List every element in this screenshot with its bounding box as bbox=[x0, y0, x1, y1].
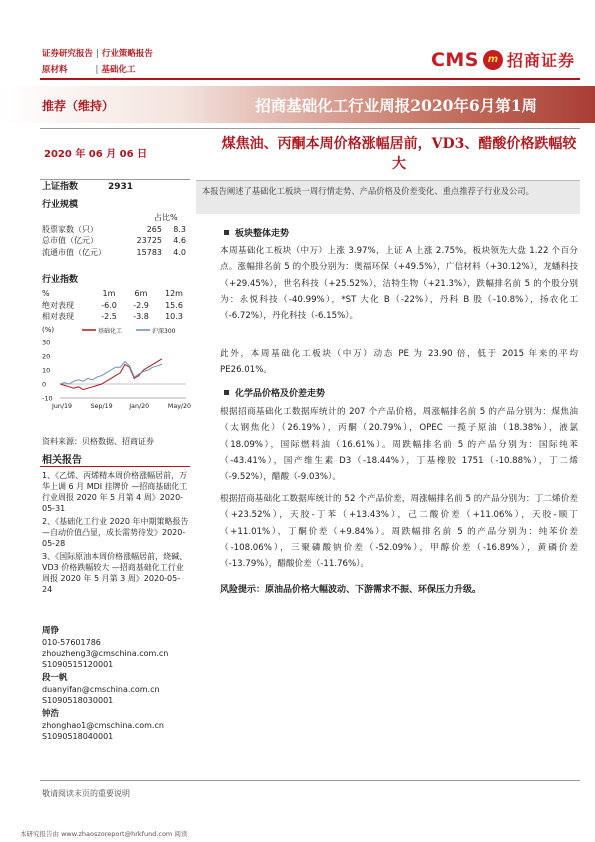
x-tick-label: Jun/19 bbox=[52, 403, 72, 410]
y-tick-label: -10 bbox=[42, 394, 53, 403]
perf-value: -2.5 bbox=[101, 312, 117, 321]
footer-rule bbox=[40, 780, 580, 781]
report-type: 证券研究报告 | 行业策略报告 bbox=[42, 49, 153, 59]
index-label: 上证指数 bbox=[42, 182, 79, 192]
banner-title: 招商基础化工行业周报2020年6月第1周 bbox=[255, 96, 537, 115]
scale-value: 23725 bbox=[136, 236, 162, 245]
scale-label: 总市值（亿元） bbox=[42, 236, 98, 245]
perf-label: 相对表现 bbox=[42, 312, 74, 321]
logo-mark-icon: m bbox=[483, 50, 503, 70]
related-list bbox=[42, 470, 190, 595]
paragraph: 此外，本周基础化工板块（中万）动态 PE 为 23.90 倍，低于 2015 年来的平均 PE26.01%。 bbox=[220, 349, 578, 376]
banner-rule bbox=[40, 128, 580, 129]
table-row bbox=[42, 300, 190, 312]
scale-label: 流通市值（亿元） bbox=[42, 247, 106, 257]
table-row bbox=[42, 224, 190, 236]
header-rule bbox=[40, 78, 580, 80]
perf-value: 15.6 bbox=[165, 300, 183, 310]
perf-header-cell: 1m bbox=[102, 289, 116, 298]
y-tick-label: 30 bbox=[42, 338, 51, 347]
series-line-2 bbox=[60, 362, 162, 384]
paragraph: 本周基础化工板块（中万）上涨 3.97%，上证 A 上涨 2.75%，板块领先大盘 1.22 个百分点。涨幅排名前 5 的个股分别为：奥福环保（+49.5%），广信材料（+30.12%），龙蟠科技（+29.45%），世名科技（+25.52%），洁特生物（+21.3%），跌幅排名前 5 的个股分别为：永悦科技（-40.99%），*ST 大化 B（-22%），丹科 B 股（-10.8%），扬农化工（-6.72%），丹化科技（-6.15%）。 bbox=[220, 246, 578, 322]
perf-header-cell: 6m bbox=[134, 289, 148, 298]
section-title: 化学品价格及价差走势 bbox=[235, 389, 326, 399]
report-date: 2020 年 06 月 06 日 bbox=[44, 149, 148, 160]
section-heading-2 bbox=[224, 386, 325, 399]
y-tick-label: 0 bbox=[42, 380, 47, 389]
related-item[interactable]: 1、《乙烯、丙烯精本周价格涨幅居前，万华上调 6 月 MDI 挂牌价 —招商基础化工行业周报 2020 年 5 月第 4 周》2020-05-31 bbox=[42, 471, 188, 513]
bullet-icon bbox=[224, 230, 229, 235]
analyst-cert: S1090518040001 bbox=[42, 732, 114, 741]
scale-pct: 4.0 bbox=[173, 247, 186, 257]
analyst-cert: S1090515120001 bbox=[42, 660, 114, 669]
paragraph: 根据招商基础化工数据库统计的 52 个产品价差，周涨幅排名前 5 的产品分别为：丁二烯价差（+23.52%），天胶-丁苯（+13.43%），己二酸价差（+11.06%），天胶-顺丁（+11.01%），丁酮价差（+9.84%）。周跌幅排名前 5 的产品分别为：纯苯价差（-108.06%），三聚磷酸钠价差（-52.09%），甲醇价差（-16.89%），黄磷价差（-13.79%），醋酸价差（-11.76%）。 bbox=[220, 494, 578, 570]
perf-table bbox=[42, 288, 190, 323]
index-row bbox=[42, 182, 190, 194]
perf-header-cell: % bbox=[42, 289, 50, 298]
report-type-1: 证券研究报告 bbox=[42, 49, 94, 59]
analyst-block bbox=[42, 626, 190, 742]
perf-value: -3.8 bbox=[133, 312, 149, 321]
analyst-name: 钟浩 bbox=[42, 709, 60, 719]
chart-ylabel: (%) bbox=[42, 326, 55, 334]
y-tick-label: 20 bbox=[42, 352, 51, 361]
source-note: 资料来源：贝格数据、招商证券 bbox=[42, 437, 154, 446]
sector-2: 基础化工 bbox=[101, 65, 136, 75]
perf-title: 行业指数 bbox=[42, 275, 79, 285]
section-heading-1 bbox=[224, 226, 289, 239]
y-tick-label: 10 bbox=[42, 366, 51, 375]
analyst-phone: 010-57601786 bbox=[42, 638, 101, 647]
analyst-name: 段一帆 bbox=[42, 673, 68, 683]
related-title: 相关报告 bbox=[42, 455, 82, 466]
section-title: 板块整体走势 bbox=[235, 229, 290, 239]
perf-value: 10.3 bbox=[165, 312, 183, 321]
bullet-icon bbox=[224, 390, 229, 395]
index-value: 2931 bbox=[108, 182, 134, 192]
analyst-cert: S1090518030001 bbox=[42, 696, 114, 705]
paragraph: 根据招商基础化工数据库统计的 207 个产品价格，周涨幅排名前 5 的产品分别为：煤焦油（太钢焦化）（26.19%），丙酮（20.79%），OPEC 一揽子原油（18.38%），液氯（18.09%），国际燃料油（16.61%）。周跌幅排名前 5 的产品分别为：国际纯苯（-43.41%），国产维生素 D3（-18.44%），丁基橡胶 1751（-10.88%），丁二烯（-9.52%），醋酸（-9.03%）。 bbox=[220, 407, 578, 483]
sidebar-rule bbox=[40, 179, 190, 180]
analyst-email[interactable]: zhonghao1@cmschina.com.cn bbox=[42, 721, 164, 730]
analyst-name: 周铮 bbox=[42, 626, 60, 636]
perf-label: 绝对表现 bbox=[42, 300, 74, 310]
analyst-email[interactable]: duanyifan@cmschina.com.cn bbox=[42, 685, 160, 694]
summary-box: 本报告阐述了基础化工板块一周行情走势、产品价格及价差变化、重点推荐子行业及公司。 bbox=[196, 180, 580, 214]
footer-watermark-text: 本研究报告由 www.zhaoszoreport@hrkfund.com 阅读 bbox=[20, 830, 188, 838]
perf-header-cell: 12m bbox=[165, 289, 183, 298]
rating: 推荐（维持） bbox=[42, 99, 115, 113]
report-type-2: 行业策略报告 bbox=[101, 49, 153, 59]
perf-value: -6.0 bbox=[101, 300, 117, 310]
report-sector: 原材料 | 基础化工 bbox=[42, 65, 136, 75]
sector-1: 原材料 bbox=[42, 65, 68, 75]
headline: 煤焦油、丙酮本周价格涨幅居前，VD3、醋酸价格跌幅较大 bbox=[221, 136, 577, 172]
table-row bbox=[42, 311, 190, 323]
scale-header: 占比% bbox=[154, 213, 178, 222]
perf-value: -2.9 bbox=[133, 300, 149, 310]
legend-label-2: 沪深300 bbox=[152, 328, 176, 335]
scale-pct: 8.3 bbox=[173, 224, 186, 234]
logo-cn-text: 招商证券 bbox=[506, 51, 575, 70]
x-tick-label: May/20 bbox=[167, 403, 192, 410]
performance-chart bbox=[40, 322, 192, 412]
scale-label: 股票家数（只） bbox=[42, 224, 98, 234]
risk-note: 风险提示：原油品价格大幅波动、下游需求不振、环保压力升级。 bbox=[220, 585, 482, 595]
related-item[interactable]: 2、《基础化工行业 2020 年中期策略报告—自动价值凸显，成长需势待发》2020-05-28 bbox=[42, 517, 189, 548]
logo-cms-text: CMS bbox=[430, 48, 479, 71]
table-row bbox=[42, 235, 190, 247]
company-logo bbox=[431, 48, 575, 71]
related-rule bbox=[40, 466, 190, 467]
footer-note: 敬请阅读末页的重要说明 bbox=[42, 789, 130, 798]
x-tick-label: Jan/20 bbox=[129, 403, 150, 410]
analyst-email[interactable]: zhouzheng3@cmschina.com.cn bbox=[42, 649, 169, 658]
scale-value: 265 bbox=[146, 224, 162, 234]
scale-pct: 4.6 bbox=[173, 236, 186, 245]
x-tick-label: Sep/19 bbox=[90, 403, 113, 410]
table-row bbox=[42, 247, 190, 259]
series-line-1 bbox=[60, 359, 162, 390]
scale-title: 行业规模 bbox=[42, 200, 79, 210]
perf-header-row bbox=[42, 288, 190, 300]
scale-value: 15783 bbox=[136, 247, 162, 257]
related-item[interactable]: 3、《国际原油本周价格涨幅居前，烧碱、VD3 价格跌幅较大 —招商基础化工行业周报 2020 年 5 月第 3 周》2020-05-24 bbox=[42, 552, 188, 594]
legend-label-1: 基础化工 bbox=[98, 328, 123, 335]
scale-table bbox=[42, 212, 190, 258]
